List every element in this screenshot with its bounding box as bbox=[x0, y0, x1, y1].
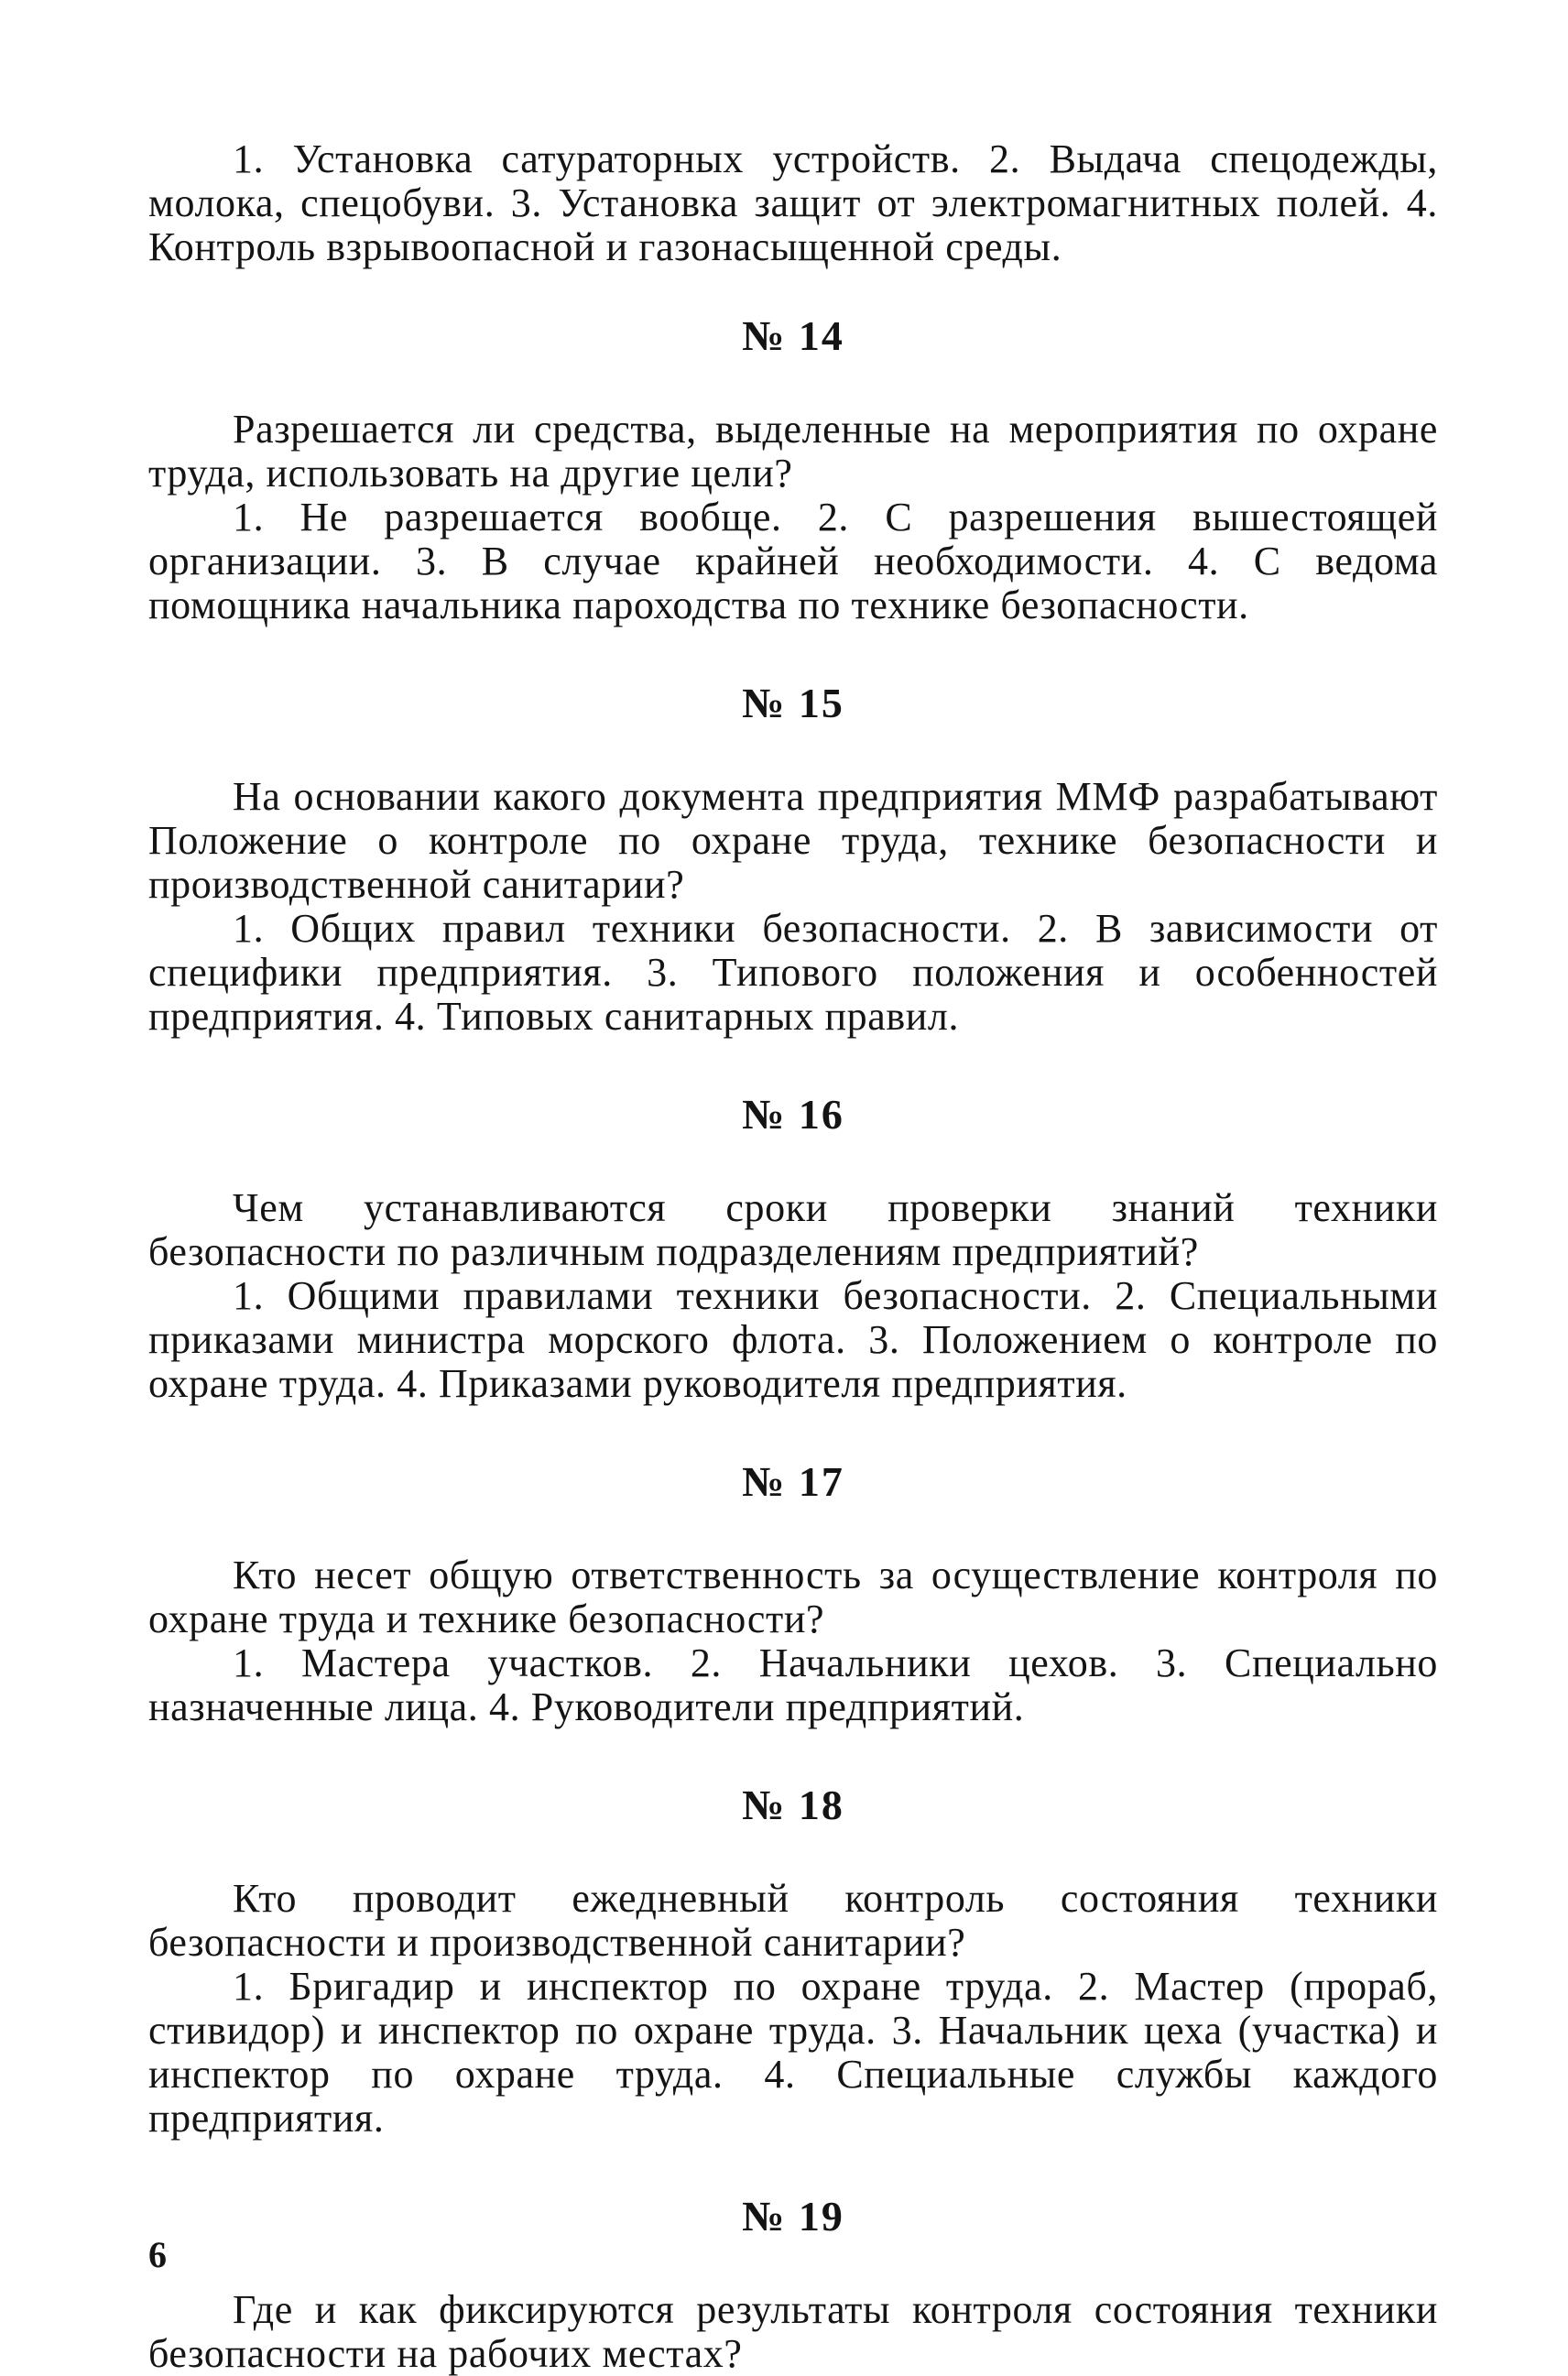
question-17-heading: № 17 bbox=[742, 1458, 844, 1505]
question-16-text: Чем устанавливаются сроки проверки знаний техники безопасности по различным подразделениям предприятий? bbox=[148, 1185, 1438, 1274]
question-15-heading: № 15 bbox=[742, 680, 844, 726]
intro-answers: 1. Установка сатураторных устройств. 2. Выдача спецодежды, молока, спецобуви. 3. Установка защит от электромагнитных полей. 4. Контроль взрывоопасной и газонасыщенной среды. bbox=[148, 136, 1438, 269]
question-15-text: На основании какого документа предприятия ММФ разрабатывают Положение о контроле по охране труда, технике безопасности и производственной санитарии? bbox=[148, 774, 1438, 907]
question-17-text: Кто несет общую ответственность за осуществление контроля по охране труда и технике безопасности? bbox=[148, 1553, 1438, 1641]
question-14-heading: № 14 bbox=[742, 312, 844, 359]
question-18-text: Кто проводит ежедневный контроль состояния техники безопасности и производственной санитарии? bbox=[148, 1876, 1438, 1965]
question-16-heading: № 16 bbox=[742, 1091, 844, 1138]
question-14-answers: 1. Не разрешается вообще. 2. С разрешения вышестоящей организации. 3. В случае крайней необходимости. 4. С ведома помощника начальника пароходства по технике безопасности. bbox=[148, 495, 1438, 627]
question-15-answers: 1. Общих правил техники безопасности. 2. В зависимости от специфики предприятия. 3. Типового положения и особенностей предприятия. 4. Типовых санитарных правил. bbox=[148, 906, 1438, 1039]
question-19-heading: № 19 bbox=[742, 2193, 844, 2240]
page-number: 6 bbox=[148, 2234, 167, 2275]
question-16-answers: 1. Общими правилами техники безопасности. 2. Специальными приказами министра морского флота. 3. Положением о контроле по охране труда. 4. Приказами руководителя предприятия. bbox=[148, 1273, 1438, 1406]
question-18-heading: № 18 bbox=[742, 1782, 844, 1828]
question-18-answers: 1. Бригадир и инспектор по охране труда. 2. Мастер (прораб, стивидор) и инспектор по охране труда. 3. Начальник цеха (участка) и инспектор по охране труда. 4. Специальные службы каждого предприятия. bbox=[148, 1964, 1438, 2141]
question-17-answers: 1. Мастера участков. 2. Начальники цехов. 3. Специально назначенные лица. 4. Руководители предприятий. bbox=[148, 1640, 1438, 1729]
page-content bbox=[148, 137, 1438, 2376]
question-14-text: Разрешается ли средства, выделенные на мероприятия по охране труда, использовать на другие цели? bbox=[148, 407, 1438, 496]
question-19-text: Где и как фиксируются результаты контроля состояния техники безопасности на рабочих местах? bbox=[148, 2287, 1438, 2376]
